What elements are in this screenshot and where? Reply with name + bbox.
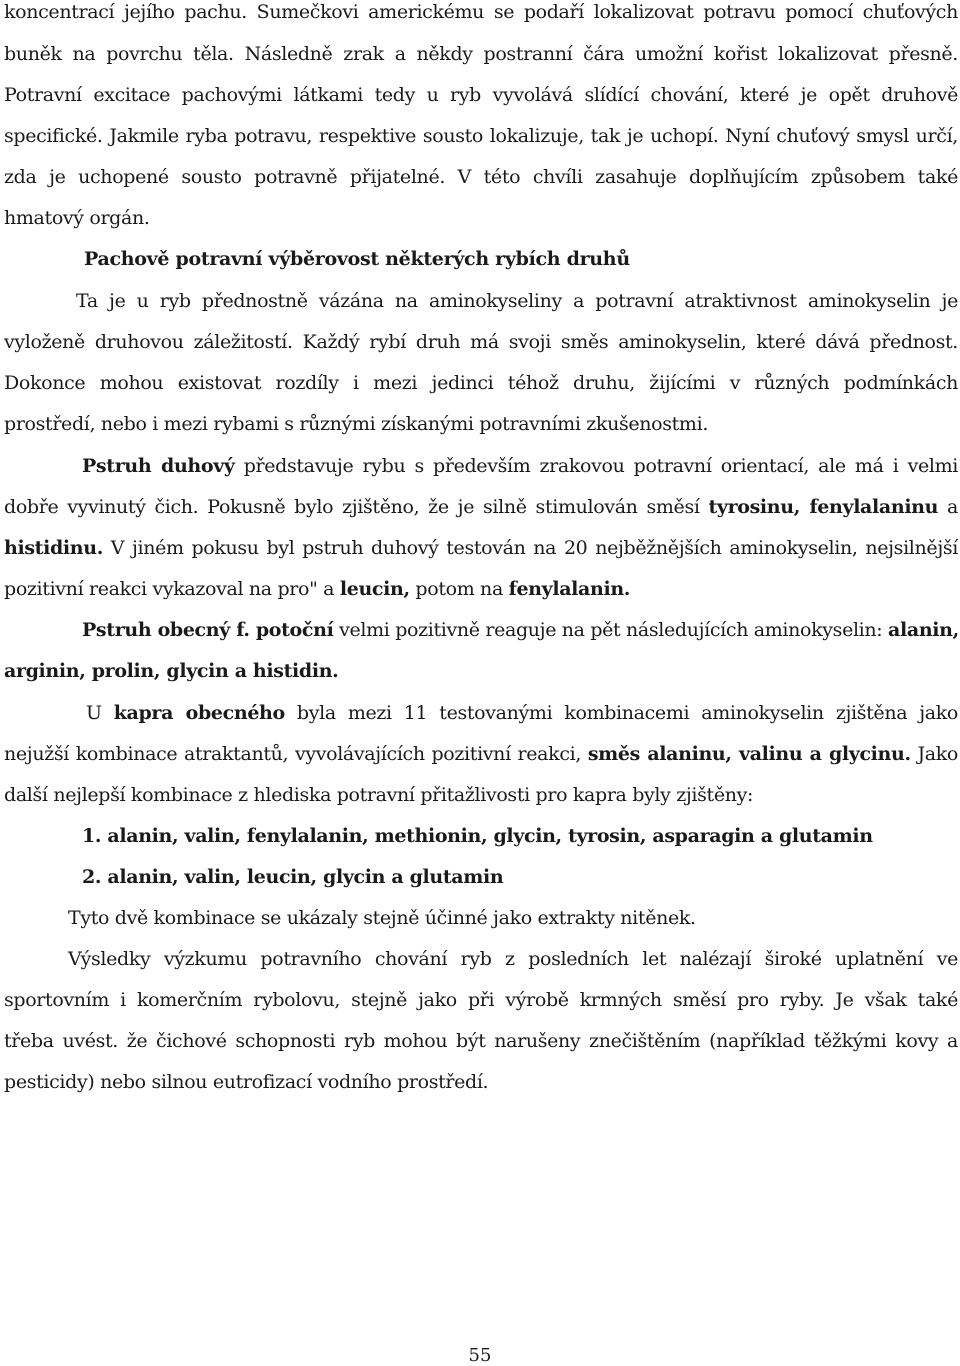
bold-text: tyrosinu, fenylalaninu: [708, 496, 939, 518]
list-item-1: 1. alanin, valin, fenylalanin, methionin, glycin, tyrosin, asparagin a glutamin: [82, 825, 873, 847]
paragraph3-line1: [82, 455, 958, 477]
list-item-2: 2. alanin, valin, leucin, glycin a glutamin: [82, 866, 504, 888]
text-span: byla mezi 11 testovanými kombinacemi aminokyselin zjištěna jako: [284, 702, 958, 724]
bold-text: fenylalanin.: [508, 578, 631, 600]
bold-text: arginin, prolin, glycin a histidin.: [4, 660, 339, 682]
paragraph7-line4: pesticidy) nebo silnou eutrofizací vodního prostředí.: [4, 1071, 489, 1093]
paragraph3-line4: [4, 578, 958, 600]
paragraph2-line1: Ta je u ryb přednostně vázána na aminokyseliny a potravní atraktivnost aminokyselin je: [76, 290, 958, 312]
bold-text: směs alaninu, valinu a glycinu.: [587, 743, 911, 765]
paragraph7-line2: sportovním i komerčním rybolovu, stejně jako při výrobě krmných směsí pro ryby. Je však také: [4, 989, 958, 1011]
text-span: V jiném pokusu byl pstruh duhový testován na 20 nejběžnějších aminokyselin, nejsilnější: [102, 537, 958, 559]
bold-text: kapra obecného: [113, 702, 285, 724]
bold-text: alanin,: [888, 619, 959, 641]
paragraph1-line4: specifické. Jakmile ryba potravu, respektive sousto lokalizuje, tak je uchopí. Nyní chuťový smysl určí,: [4, 125, 958, 147]
text-span: představuje rybu s především zrakovou potravní orientací, ale má i velmi: [234, 455, 958, 477]
page-number: 55: [468, 1345, 492, 1366]
bold-text: histidinu.: [4, 537, 103, 559]
text-span: nejužší kombinace atraktantů, vyvolávajících pozitivní reakci,: [4, 743, 588, 765]
text-span: Jako: [910, 743, 958, 765]
paragraph5-line1: [86, 702, 958, 724]
paragraph1-line3: Potravní excitace pachovými látkami tedy u ryb vyvolává slídící chování, které je opět druhově: [4, 84, 958, 106]
paragraph2-line4: prostředí, nebo i mezi rybami s různými získanými potravními zkušenostmi.: [4, 413, 709, 435]
paragraph5-line3: další nejlepší kombinace z hlediska potravní přitažlivosti pro kapra byly zjištěny:: [4, 784, 754, 806]
text-span: pozitivní reakci vykazoval na pro" a: [4, 578, 340, 600]
paragraph1-line6: hmatový orgán.: [4, 207, 150, 229]
text-span: velmi pozitivně reaguje na pět následujících aminokyselin:: [333, 619, 889, 641]
paragraph3-line2: [4, 496, 958, 518]
paragraph4-line2: [4, 660, 958, 682]
paragraph2-line3: Dokonce mohou existovat rozdíly i mezi jedinci téhož druhu, žijícími v různých podmínkách: [4, 372, 958, 394]
bold-text: Pstruh duhový: [82, 455, 235, 477]
bold-text: Pstruh obecný f. potoční: [82, 619, 334, 641]
paragraph2-line2: vyloženě druhovou záležitostí. Každý rybí druh má svoji směs aminokyselin, které dává přednost.: [4, 331, 958, 353]
paragraph5-line2: [4, 743, 958, 765]
paragraph1-line2: buněk na povrchu těla. Následně zrak a někdy postranní čára umožní kořist lokalizovat přesně.: [4, 43, 958, 65]
paragraph1-line1: koncentrací jejího pachu. Sumečkovi americkému se podaří lokalizovat potravu pomocí chuťových: [4, 1, 958, 23]
bold-text: leucin,: [339, 578, 410, 600]
section-heading: Pachově potravní výběrovost některých rybích druhů: [84, 248, 630, 270]
text-span: U: [86, 702, 114, 724]
paragraph6: Tyto dvě kombinace se ukázaly stejně účinné jako extrakty nitěnek.: [68, 907, 696, 929]
text-span: a: [938, 496, 959, 518]
text-span: dobře vyvinutý čich. Pokusně bylo zjištěno, že je silně stimulován směsí: [4, 496, 709, 518]
paragraph4-line1: [82, 619, 958, 641]
text-span: potom na: [409, 578, 509, 600]
paragraph7-line3: třeba uvést. že čichové schopnosti ryb mohou být narušeny znečištěním (například těžkými kovy a: [4, 1030, 958, 1052]
paragraph3-line3: [4, 537, 958, 559]
paragraph1-line5: zda je uchopené sousto potravně přijatelné. V této chvíli zasahuje doplňujícím způsobem také: [4, 166, 958, 188]
paragraph7-line1: Výsledky výzkumu potravního chování ryb z posledních let nalézají široké uplatnění ve: [68, 948, 958, 970]
